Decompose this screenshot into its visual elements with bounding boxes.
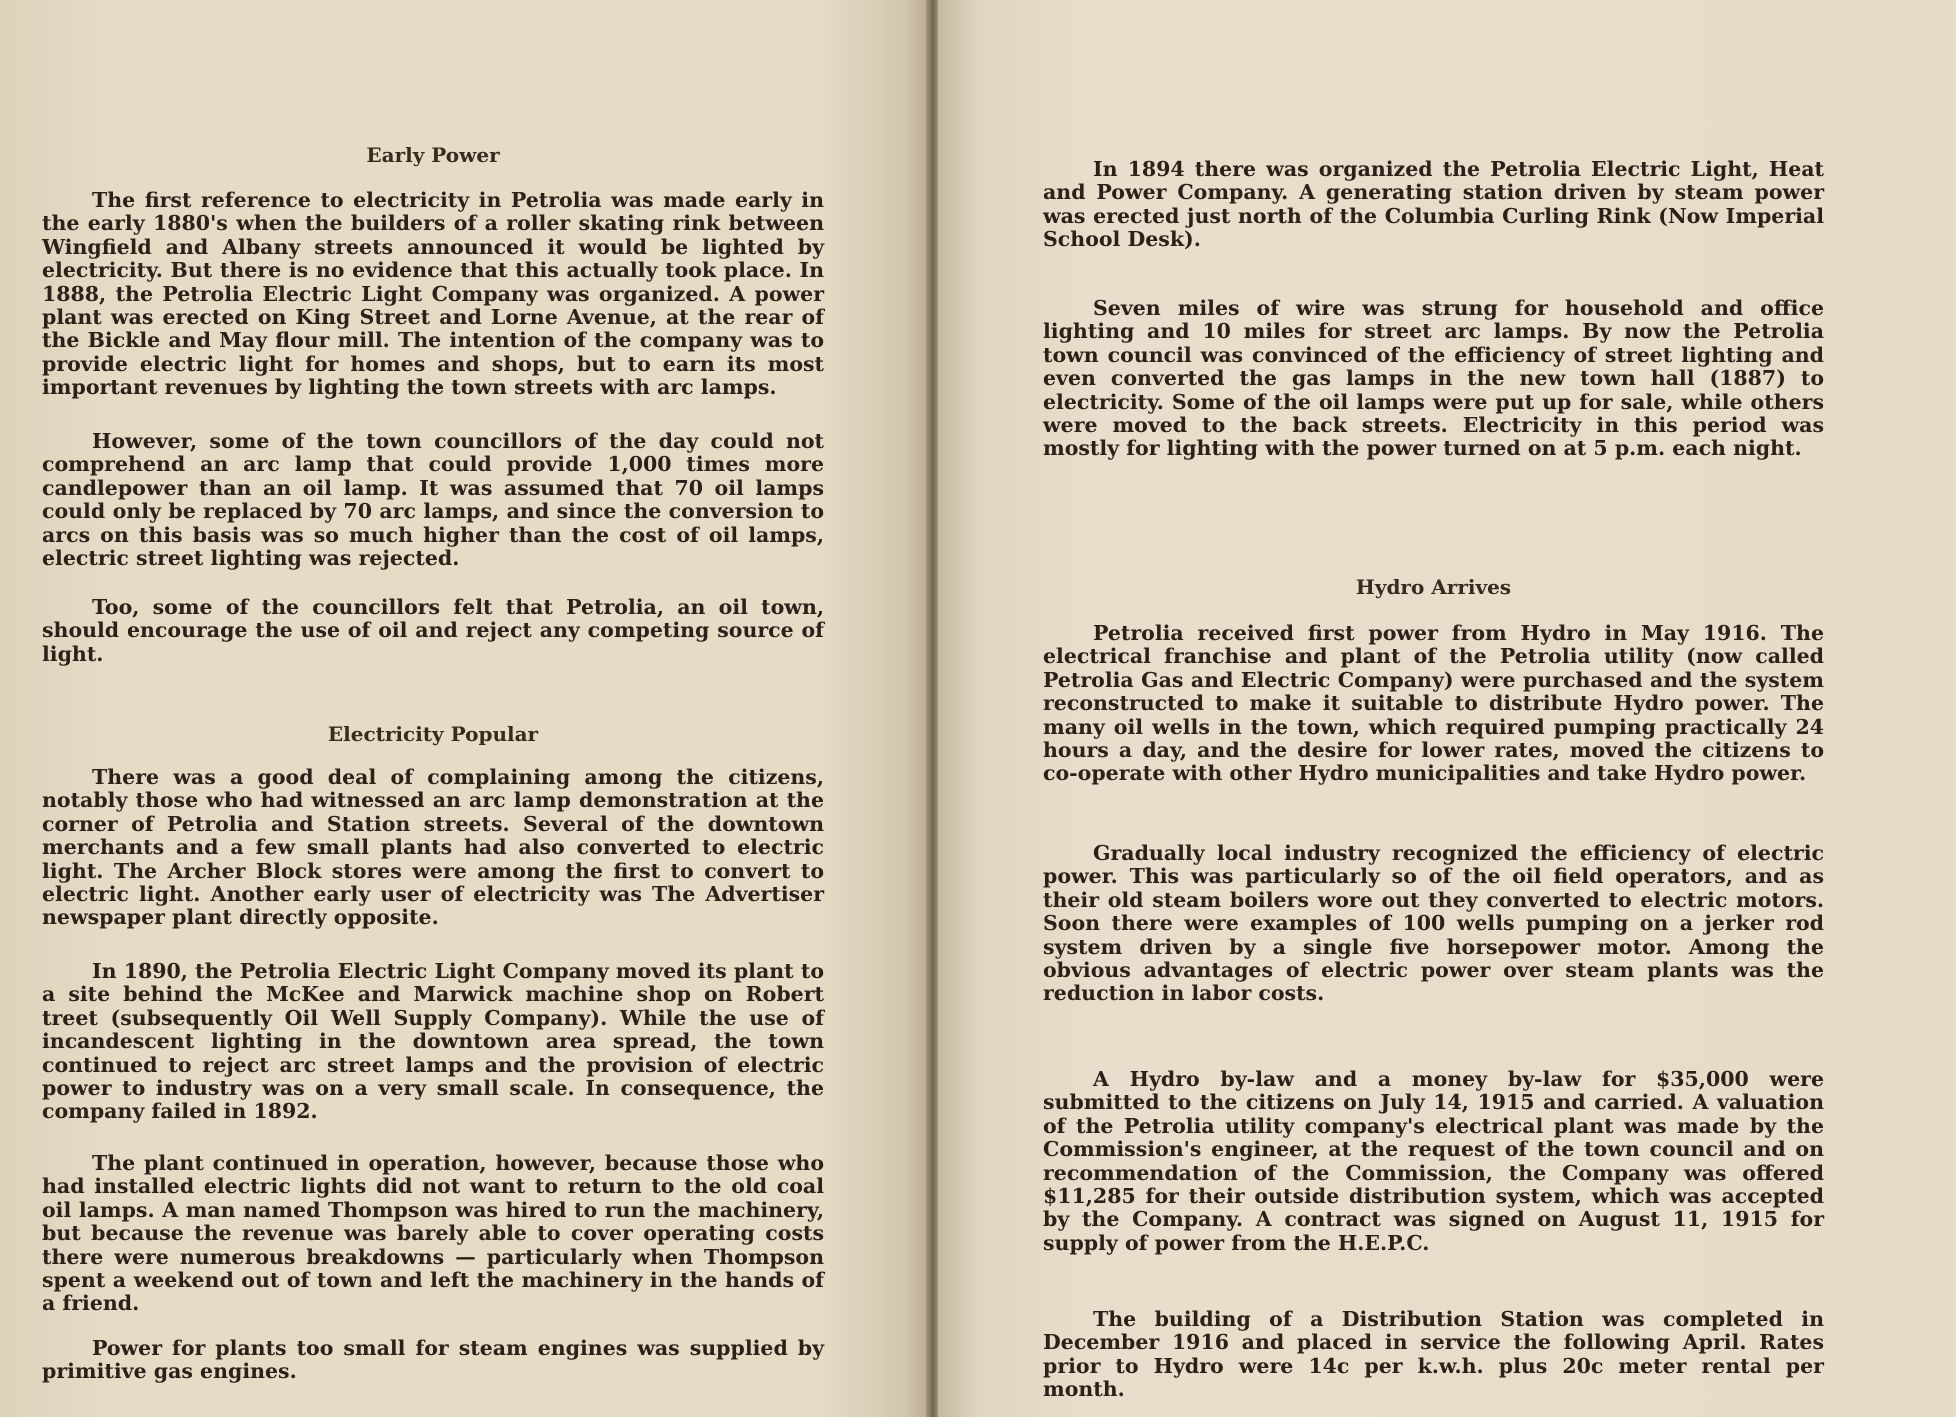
paragraph-electricity-popular-4: Power for plants too small for steam engines was supplied by primitive gas engines. — [42, 1336, 824, 1384]
paragraph-electricity-popular-3: The plant continued in operation, however, because those who had installed electric lights did not want to return to the old coal oil lamps. A man named Thompson was hired to run the machinery, but because the revenue was barely able to cover operating costs there were numerous breakdowns — particularly when Thompson spent a weekend out of town and left the machinery in the hands of a friend. — [42, 1151, 824, 1316]
paragraph-early-power-1: The first reference to electricity in Petrolia was made early in the early 1880's when the builders of a roller skating rink between Wingfield and Albany streets announced it would be lighted by electricity. But there is no evidence that this actually took place. In 1888, the Petrolia Electric Light Company was organized. A power plant was erected on King Street and Lorne Avenue, at the rear of the Bickle and May flour mill. The intention of the company was to provide electric light for homes and shops, but to earn its most important revenues by lighting the town streets with arc lamps. — [42, 188, 824, 400]
paragraph-hydro-arrives-2: Gradually local industry recognized the efficiency of electric power. This was particularly so of the oil field operators, and as their old steam boilers wore out they converted to electric motors. Soon there were examples of 100 wells pumping on a jerker rod system driven by a single five horsepower motor. Among the obvious advantages of electric power over steam plants was the reduction in labor costs. — [1043, 841, 1824, 1006]
paragraph-early-power-2: However, some of the town councillors of the day could not comprehend an arc lamp that could provide 1,000 times more candlepower than an oil lamp. It was assumed that 70 oil lamps could only be replaced by 70 arc lamps, and since the conversion to arcs on this basis was so much higher than the cost of oil lamps, electric street lighting was rejected. — [42, 429, 824, 571]
paragraph-electricity-popular-2: In 1890, the Petrolia Electric Light Company moved its plant to a site behind the McKee and Marwick machine shop on Robert treet (subsequently Oil Well Supply Company). While the use of incandescent lighting in the downtown area spread, the town continued to reject arc street lamps and the provision of electric power to industry was on a very small scale. In consequence, the company failed in 1892. — [42, 959, 824, 1124]
paragraph-hydro-arrives-1: Petrolia received first power from Hydro in May 1916. The electrical franchise and plant of the Petrolia utility (now called Petrolia Gas and Electric Company) were purchased and the system reconstructed to make it suitable to distribute Hydro power. The many oil wells in the town, which required pumping practically 24 hours a day, and the desire for lower rates, moved the citizens to co-operate with other Hydro municipalities and take Hydro power. — [1043, 621, 1824, 786]
left-page — [0, 0, 930, 1417]
paragraph-intro-1: In 1894 there was organized the Petrolia Electric Light, Heat and Power Company. A generating station driven by steam power was erected just north of the Columbia Curling Rink (Now Imperial School Desk). — [1043, 157, 1824, 252]
paragraph-electricity-popular-1: There was a good deal of complaining among the citizens, notably those who had witnessed an arc lamp demonstration at the corner of Petrolia and Station streets. Several of the downtown merchants and a few small plants had also converted to electric light. The Archer Block stores were among the first to convert to electric light. Another early user of electricity was The Advertiser newspaper plant directly opposite. — [42, 765, 824, 930]
paragraph-early-power-3: Too, some of the councillors felt that Petrolia, an oil town, should encourage the use of oil and reject any competing source of light. — [42, 595, 824, 666]
paragraph-intro-2: Seven miles of wire was strung for household and office lighting and 10 miles for street arc lamps. By now the Petrolia town council was convinced of the efficiency of street lighting and even converted the gas lamps in the new town hall (1887) to electricity. Some of the oil lamps were put up for sale, while others were moved to the back streets. Electricity in this period was mostly for lighting with the power turned on at 5 p.m. each night. — [1043, 296, 1824, 461]
heading-early-power: Early Power — [366, 143, 500, 167]
right-page — [938, 0, 1956, 1417]
paragraph-hydro-arrives-4: The building of a Distribution Station was completed in December 1916 and placed in service the following April. Rates prior to Hydro were 14c per k.w.h. plus 20c meter rental per month. — [1043, 1307, 1824, 1402]
heading-electricity-popular: Electricity Popular — [327, 722, 539, 746]
paragraph-hydro-arrives-3: A Hydro by-law and a money by-law for $35,000 were submitted to the citizens on July 14, 1915 and carried. A valuation of the Petrolia utility company's electrical plant was made by the Commission's engineer, at the request of the town council and on recommendation of the Commission, the Company was offered $11,285 for their outside distribution system, which was accepted by the Company. A contract was signed on August 11, 1915 for supply of power from the H.E.P.C. — [1043, 1067, 1824, 1255]
heading-hydro-arrives: Hydro Arrives — [1355, 575, 1512, 599]
